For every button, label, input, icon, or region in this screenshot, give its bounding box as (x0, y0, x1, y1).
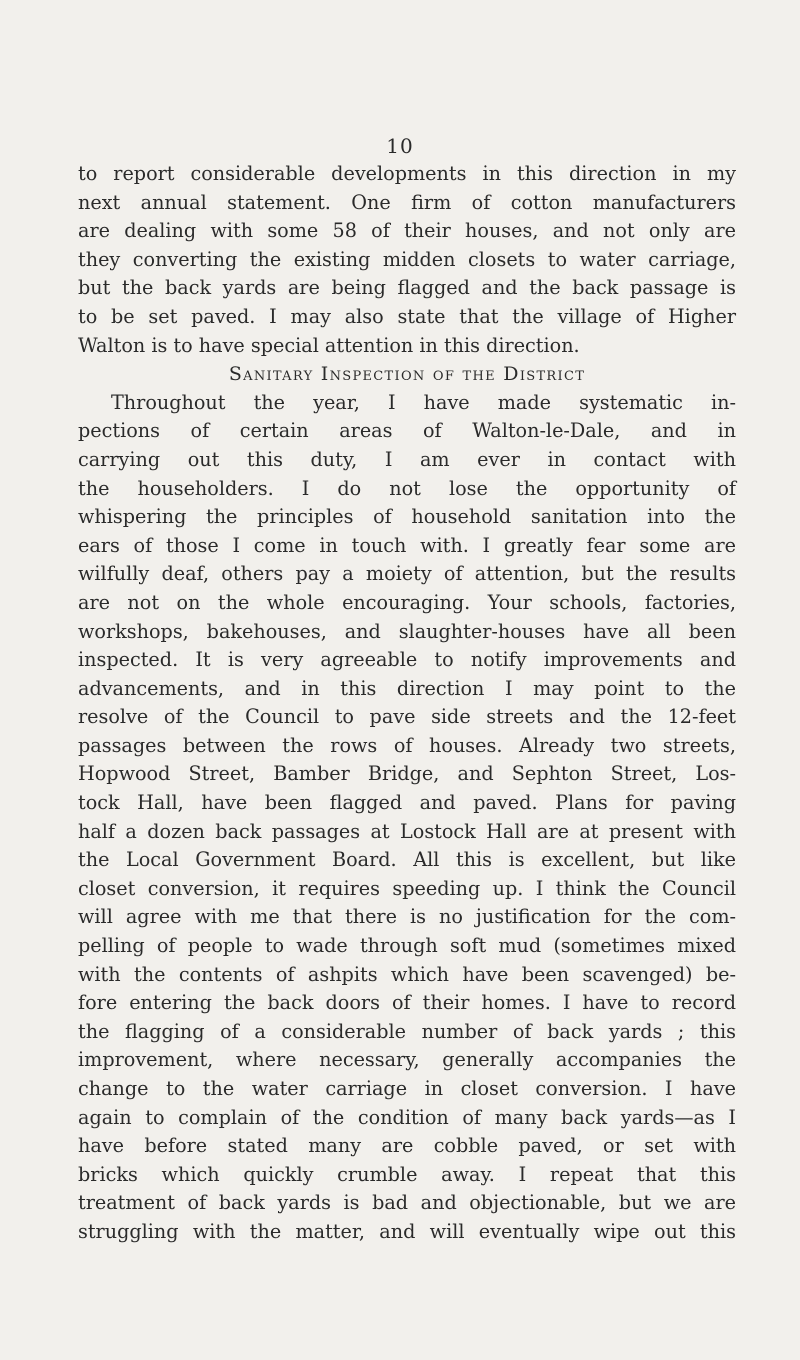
text-line: Walton is to have special attention in this direction. (78, 333, 580, 357)
page-number: 10 (386, 134, 414, 158)
text-line: with the contents of ashpits which have been scavenged) be- (78, 962, 736, 986)
text-line: are not on the whole encouraging. Your schools, factories, (78, 590, 736, 614)
text-line: ears of those I come in touch with. I greatly fear some are (78, 533, 736, 557)
paragraph-continued (78, 160, 736, 360)
text-line: tock Hall, have been flagged and paved. Plans for paving (78, 791, 736, 815)
text-line: advancements, and in this direction I may point to the (78, 676, 736, 700)
text-line: to report considerable developments in this direction in my (78, 162, 736, 185)
text-line: will agree with me that there is no justification for the com- (78, 905, 736, 929)
text-line: again to complain of the condition of many back yards—as I (78, 1105, 736, 1129)
text-line: they converting the existing midden closets to water carriage, (78, 247, 736, 271)
text-line: Throughout the year, I have made systematic in- (111, 390, 736, 414)
text-line: change to the water carriage in closet conversion. I have (78, 1077, 736, 1100)
text-line: next annual statement. One firm of cotton manufacturers (78, 190, 736, 214)
text-line: wilfully deaf, others pay a moiety of attention, but the results (78, 562, 736, 586)
text-line: the Local Government Board. All this is excellent, but like (78, 848, 736, 872)
text-line: Hopwood Street, Bamber Bridge, and Sephton Street, Los- (78, 762, 736, 786)
paragraph-sanitary-inspection (78, 389, 736, 1247)
text-line: but the back yards are being flagged and the back passage is (78, 276, 736, 300)
text-line: struggling with the matter, and will eventually wipe out this (78, 1219, 736, 1243)
text-line: resolve of the Council to pave side streets and the 12-feet (78, 705, 736, 729)
text-line: pelling of people to wade through soft mud (sometimes mixed (78, 934, 736, 958)
text-line: passages between the rows of houses. Already two streets, (78, 733, 736, 757)
body-text (78, 160, 736, 1247)
text-line: improvement, where necessary, generally accompanies the (78, 1048, 736, 1072)
text-line: half a dozen back passages at Lostock Hall are at present with (78, 819, 736, 843)
section-heading: Sanitary Inspection of the District (228, 363, 586, 386)
text-line: treatment of back yards is bad and objectionable, but we are (78, 1191, 736, 1215)
text-line: pections of certain areas of Walton-le-Dale, and in (78, 419, 736, 443)
text-line: have before stated many are cobble paved, or set with (78, 1134, 736, 1158)
text-line: are dealing with some 58 of their houses, and not only are (78, 219, 736, 243)
text-line: inspected. It is very agreeable to notify improvements and (78, 648, 736, 672)
text-line: closet conversion, it requires speeding up. I think the Council (78, 876, 736, 900)
text-line: carrying out this duty, I am ever in contact with (78, 447, 736, 471)
text-line: workshops, bakehouses, and slaughter-houses have all been (78, 619, 736, 643)
text-line: bricks which quickly crumble away. I repeat that this (78, 1162, 736, 1186)
text-line: whispering the principles of household sanitation into the (78, 505, 736, 529)
text-line: fore entering the back doors of their homes. I have to record (78, 991, 736, 1015)
text-line: the householders. I do not lose the opportunity of (78, 476, 736, 500)
text-line: the flagging of a considerable number of back yards ; this (78, 1019, 736, 1043)
text-line: to be set paved. I may also state that the village of Higher (78, 304, 736, 328)
